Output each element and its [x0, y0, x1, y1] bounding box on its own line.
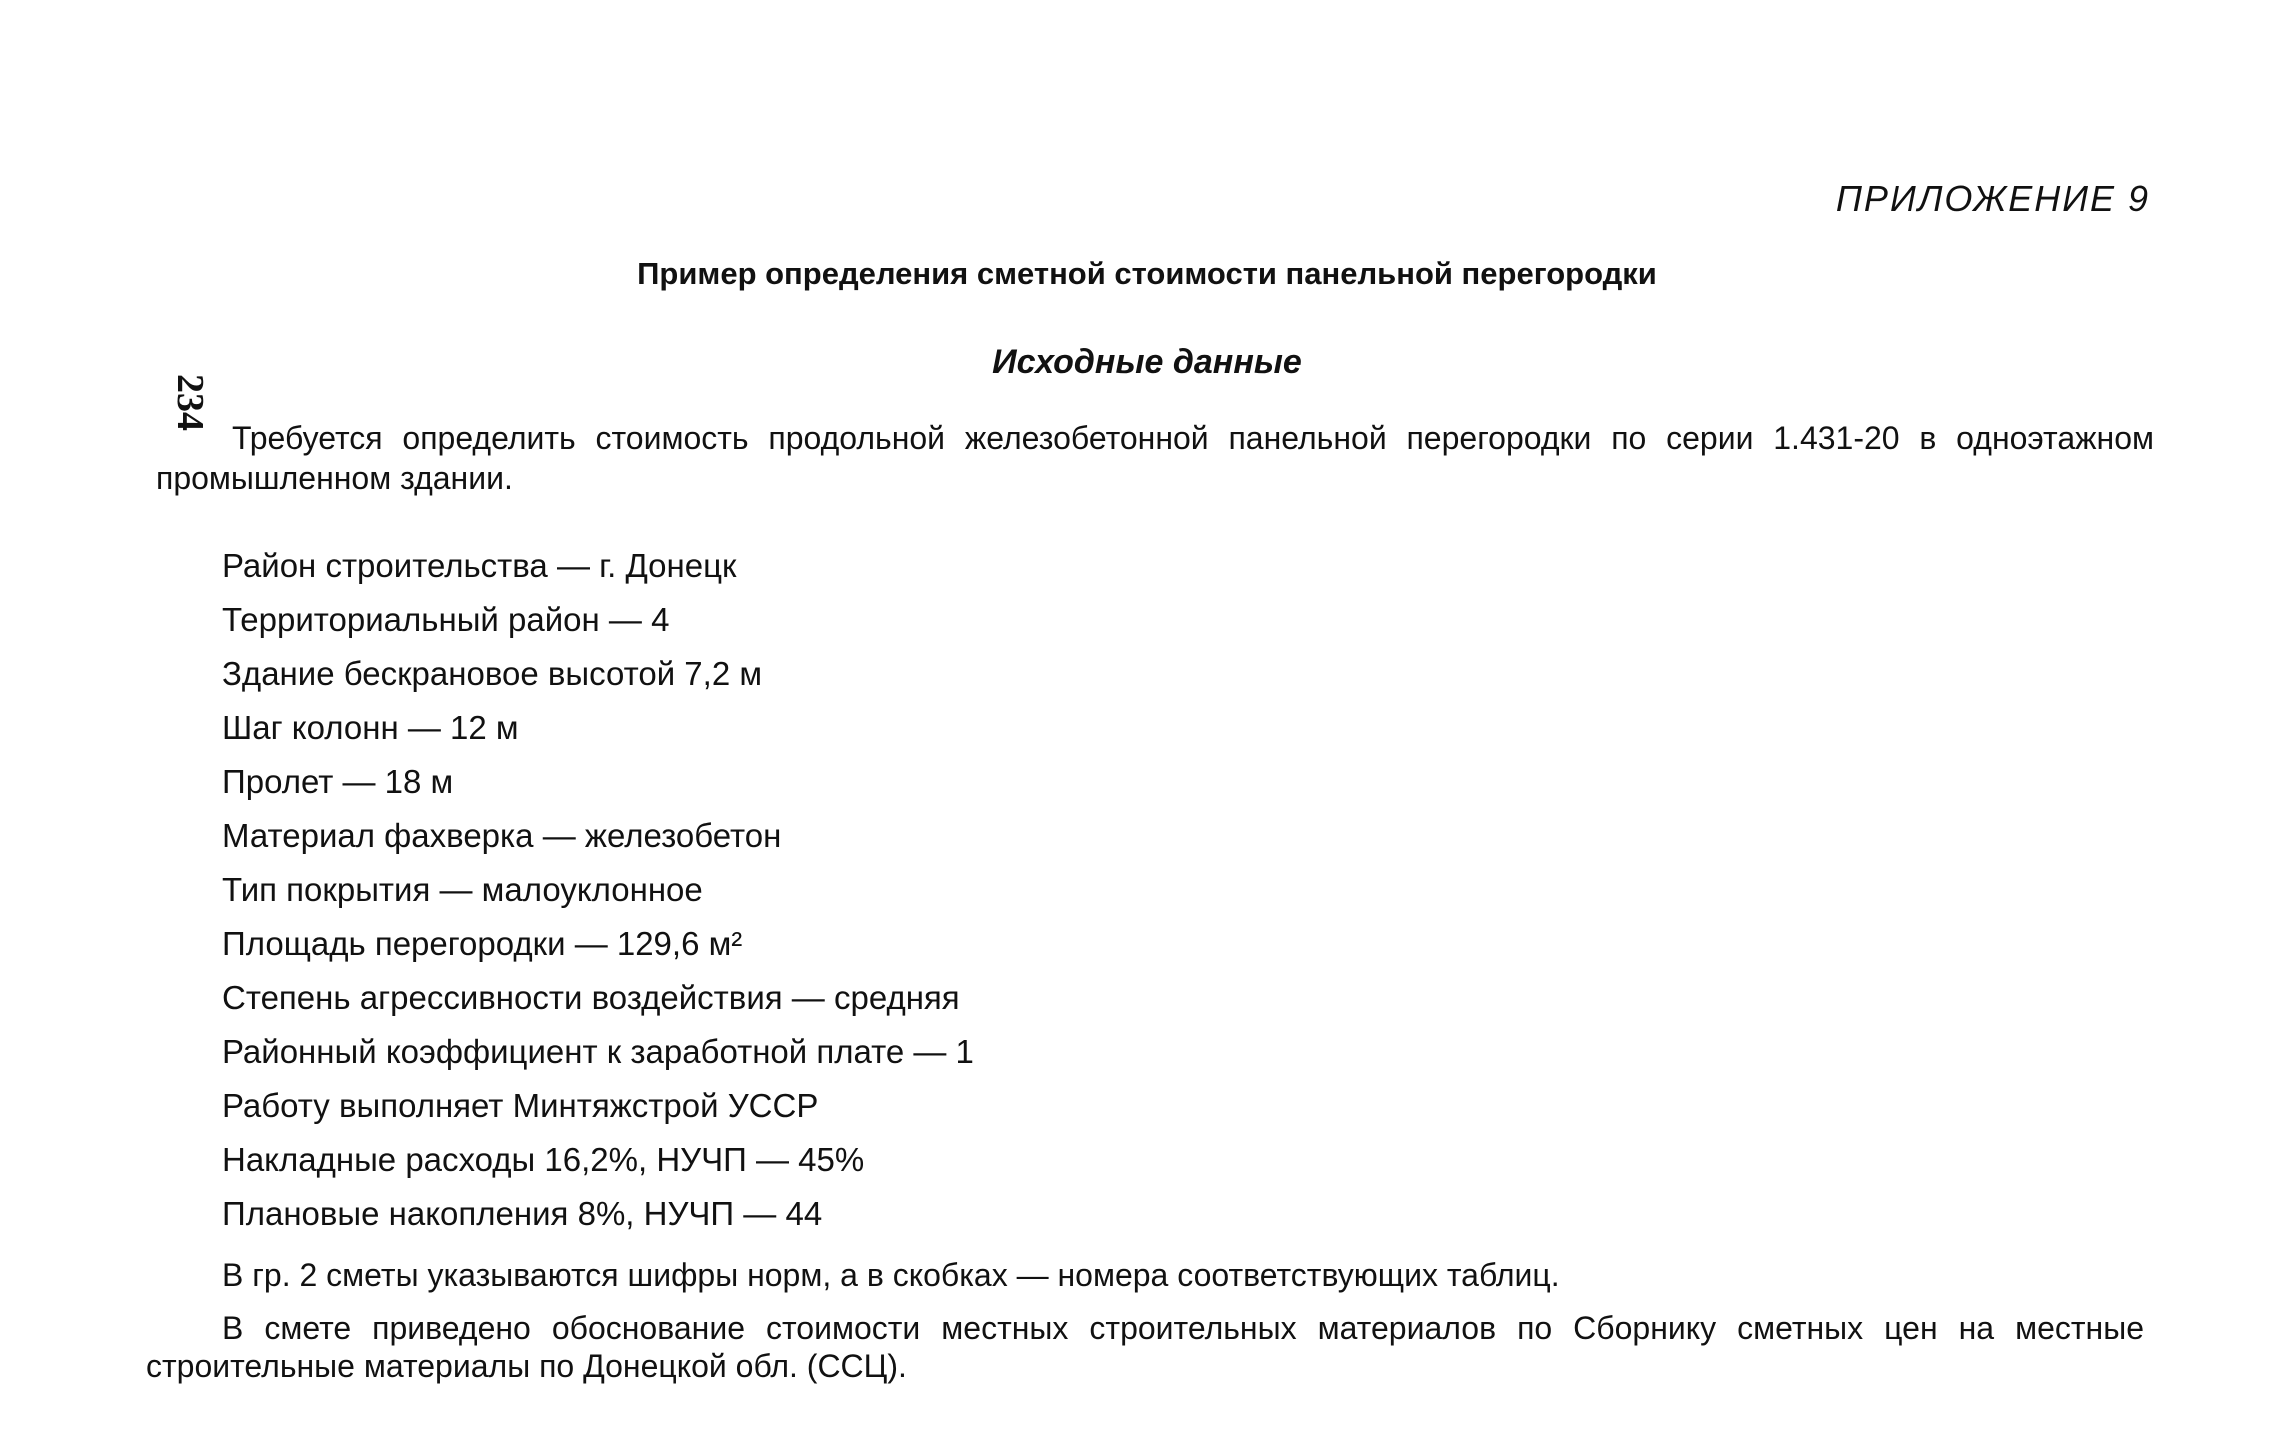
list-item: Материал фахверка — железобетон [222, 817, 782, 854]
page-number: 234 [169, 374, 211, 431]
list-item: Районный коэффициент к заработной плате — 1 [222, 1033, 974, 1070]
list-item: Работу выполняет Минтяжстрой УССР [222, 1087, 819, 1124]
list-item: Накладные расходы 16,2%, НУЧП — 45% [222, 1141, 865, 1178]
intro-paragraph: Требуется определить стоимость продольной железобетонной панельной перегородки по серии 1.431-20 в одноэтажном промышленном здании. [156, 420, 2154, 496]
section-subtitle: Исходные данные [992, 343, 1302, 381]
list-item: Плановые накопления 8%, НУЧП — 44 [222, 1195, 823, 1232]
list-item: Район строительства — г. Донецк [222, 547, 737, 584]
list-item: Пролет — 18 м [222, 763, 454, 800]
document-title: Пример определения сметной стоимости панельной перегородки [637, 256, 1657, 291]
note-paragraph-1: В гр. 2 сметы указываются шифры норм, а в скобках — номера соответствующих таблиц. [222, 1257, 1560, 1293]
list-item: Тип покрытия — малоуклонное [222, 871, 703, 908]
page-number-container [126, 186, 211, 431]
note-paragraph-2: В смете приведено обоснование стоимости местных строительных материалов по Сборнику сметных цен на местные строительные материалы по Донецкой обл. (ССЦ). [146, 1310, 2144, 1384]
list-item: Территориальный район — 4 [222, 601, 670, 638]
source-data-list [222, 546, 974, 1248]
list-item: Степень агрессивности воздействия — средняя [222, 979, 960, 1016]
appendix-label: ПРИЛОЖЕНИЕ 9 [1835, 178, 2150, 219]
list-item: Шаг колонн — 12 м [222, 709, 519, 746]
list-item: Здание бескрановое высотой 7,2 м [222, 655, 763, 692]
list-item: Площадь перегородки — 129,6 м² [222, 925, 743, 962]
